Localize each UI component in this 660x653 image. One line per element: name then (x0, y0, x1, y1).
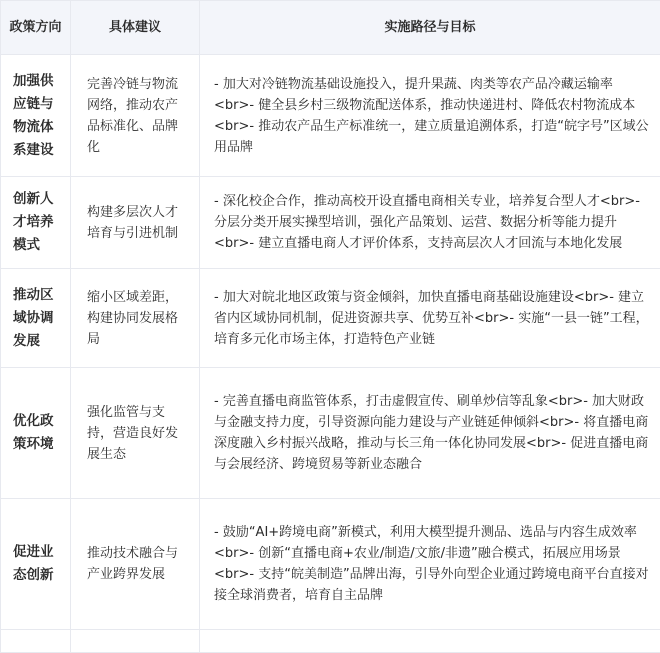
table-row (1, 368, 660, 499)
advice-cell: 缩小区域差距，构建协同发展格局 (71, 269, 200, 368)
policy-cell: 创新人才培养模式 (1, 177, 71, 269)
policy-cell: 推动区域协调发展 (1, 269, 71, 368)
policy-cell: 优化政策环境 (1, 368, 71, 499)
path-cell: - 鼓励“AI+跨境电商”新模式，利用大模型提升测品、选品与内容生成效率<br>- 创新“直播电商+农业/制造/文旅/非遗”融合模式，拓展应用场景<br>- 支持“皖美制造”品牌出海，引导外向型企业通过跨境电商平台直接对接全球消费者，培育自主品牌 (200, 499, 660, 630)
advice-cell: 完善冷链与物流网络，推动农产品标准化、品牌化 (71, 55, 200, 177)
path-cell: - 加大对冷链物流基础设施投入，提升果蔬、肉类等农产品冷藏运输率<br>- 健全县乡村三级物流配送体系，推动快递进村、降低农村物流成本<br>- 推动农产品生产标准统一，建立质量追溯体系，打造“皖字号”区域公用品牌 (200, 55, 660, 177)
path-cell: - 加大对皖北地区政策与资金倾斜，加快直播电商基础设施建设<br>- 建立省内区域协同机制，促进资源共享、优势互补<br>- 实施“一县一链”工程，培育多元化市场主体，打造特色产业链 (200, 269, 660, 368)
table-row (1, 55, 660, 177)
empty-cell (1, 630, 71, 653)
header-specific-advice: 具体建议 (71, 1, 200, 55)
advice-cell: 构建多层次人才培育与引进机制 (71, 177, 200, 269)
table-row (1, 499, 660, 630)
header-policy-direction: 政策方向 (1, 1, 71, 55)
policy-cell: 加强供应链与物流体系建设 (1, 55, 71, 177)
path-cell: - 完善直播电商监管体系，打击虚假宣传、刷单炒信等乱象<br>- 加大财政与金融支持力度，引导资源向能力建设与产业链延伸倾斜<br>- 将直播电商深度融入乡村振兴战略，推动与长三角一体化协同发展<br>- 促进直播电商与会展经济、跨境贸易等新业态融合 (200, 368, 660, 499)
table-row-empty (1, 630, 660, 653)
table-header-row (1, 1, 660, 55)
table-row (1, 177, 660, 269)
header-implementation-path: 实施路径与目标 (200, 1, 660, 55)
advice-cell: 推动技术融合与产业跨界发展 (71, 499, 200, 630)
empty-cell (71, 630, 200, 653)
path-cell: - 深化校企合作，推动高校开设直播电商相关专业，培养复合型人才<br>- 分层分类开展实操型培训，强化产品策划、运营、数据分析等能力提升<br>- 建立直播电商人才评价体系，支持高层次人才回流与本地化发展 (200, 177, 660, 269)
table-row (1, 269, 660, 368)
policy-cell: 促进业态创新 (1, 499, 71, 630)
advice-cell: 强化监管与支持，营造良好发展生态 (71, 368, 200, 499)
empty-cell (200, 630, 660, 653)
